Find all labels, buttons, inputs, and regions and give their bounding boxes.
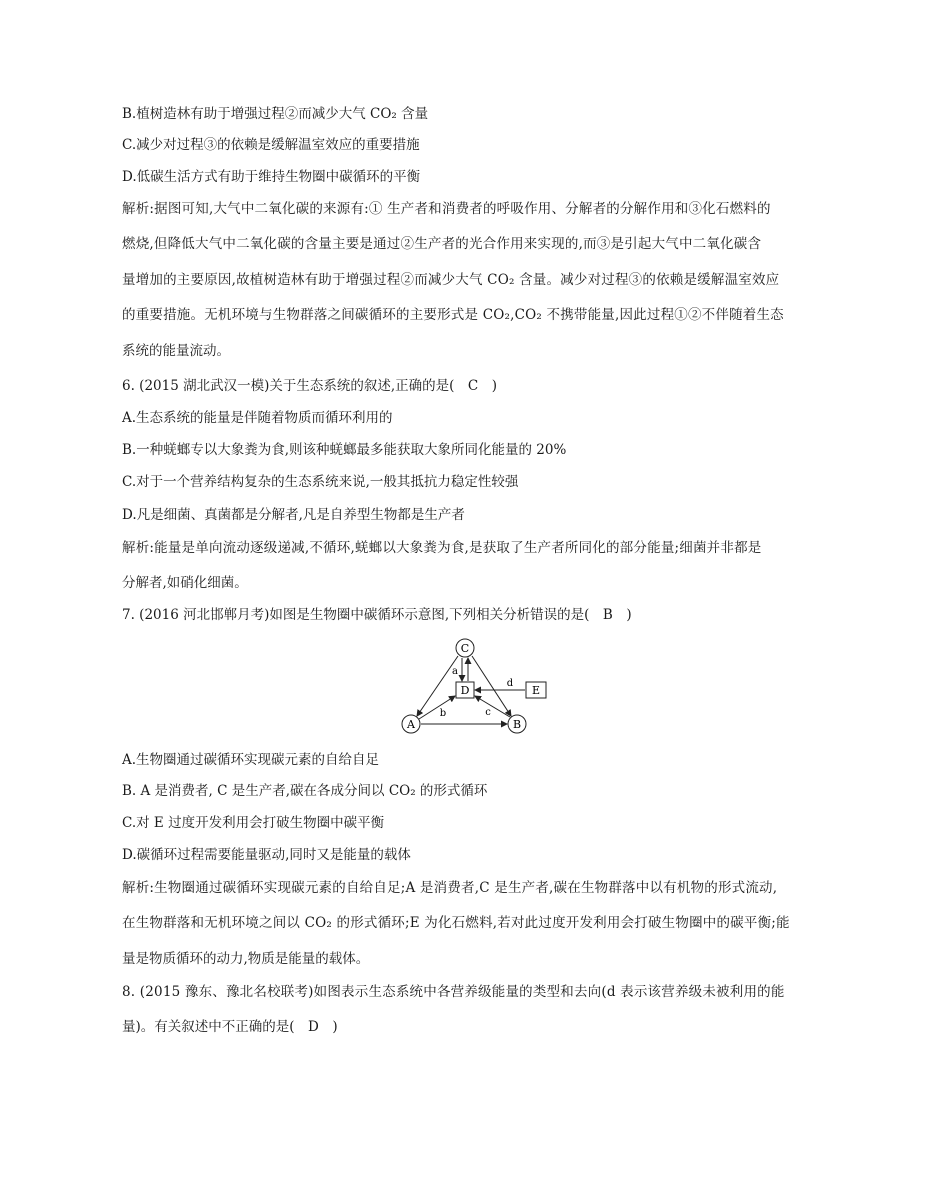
svg-text:B: B [512, 718, 522, 731]
q7-option-b: B. A 是消费者, C 是生产者,碳在各成分间以 CO₂ 的形式循环 [122, 783, 488, 799]
node-e [526, 682, 546, 698]
q5-option-c: C.减少对过程③的依赖是缓解温室效应的重要措施 [122, 137, 420, 153]
node-a [402, 715, 420, 733]
q5-option-b: B.植树造林有助于增强过程②而减少大气 CO₂ 含量 [122, 106, 429, 122]
q6-option-b: B.一种蜣螂专以大象粪为食,则该种蜣螂最多能获取大象所同化能量的 20% [122, 442, 567, 458]
q5-analysis-line: 解析:据图可知,大气中二氧化碳的来源有:① 生产者和消费者的呼吸作用、分解者的分解作用和③化石燃料的 [122, 201, 771, 217]
q5-analysis-line: 系统的能量流动。 [122, 343, 230, 359]
q6-option-d: D.凡是细菌、真菌都是分解者,凡是自养型生物都是生产者 [122, 507, 465, 523]
edge-a-to-d [419, 696, 455, 719]
svg-text:A: A [407, 718, 415, 731]
q6-analysis-line: 分解者,如硝化细菌。 [122, 575, 248, 591]
edge-label-d: d [506, 678, 514, 689]
edge-label-a: a [452, 666, 458, 677]
q5-analysis-line: 燃烧,但降低大气中二氧化碳的含量主要是通过②生产者的光合作用来实现的,而③是引起大气中二氧化碳含 [122, 236, 762, 252]
edge-c-to-b [472, 656, 511, 716]
q7-option-c: C.对 E 过度开发利用会打破生物圈中碳平衡 [122, 815, 385, 831]
node-d [456, 682, 474, 698]
edge-label-c: c [485, 707, 491, 718]
q6-stem: 6. (2015 湖北武汉一模)关于生态系统的叙述,正确的是( C ) [122, 378, 498, 394]
q6-analysis-line: 解析:能量是单向流动逐级递减,不循环,蜣螂以大象粪为食,是获取了生产者所同化的部分能量;细菌并非都是 [122, 540, 762, 556]
q5-option-d: D.低碳生活方式有助于维持生物圈中碳循环的平衡 [122, 169, 421, 185]
q7-option-a: A.生物圈通过碳循环实现碳元素的自给自足 [122, 752, 380, 768]
q5-analysis-line: 量增加的主要原因,故植树造林有助于增强过程②而减少大气 CO₂ 含量。减少对过程③的依赖是缓解温室效应 [122, 272, 780, 288]
q7-analysis-line: 在生物群落和无机环境之间以 CO₂ 的形式循环;E 为化石燃料,若对此过度开发利用会打破生物圈中的碳平衡;能 [122, 915, 790, 931]
svg-text:E: E [531, 684, 541, 697]
q7-analysis-line: 量是物质循环的动力,物质是能量的载体。 [122, 951, 370, 967]
node-c [456, 639, 474, 657]
q5-analysis-line: 的重要措施。无机环境与生物群落之间碳循环的主要形式是 CO₂,CO₂ 不携带能量,因此过程①②不伴随着生态 [122, 307, 784, 323]
q8-stem-line: 量)。有关叙述中不正确的是( D ) [122, 1019, 338, 1035]
q7-stem: 7. (2016 河北邯郸月考)如图是生物圈中碳循环示意图,下列相关分析错误的是( B ) [122, 607, 632, 623]
carbon-cycle-diagram [395, 636, 555, 736]
q6-option-a: A.生态系统的能量是伴随着物质而循环利用的 [122, 410, 393, 426]
node-b [508, 715, 526, 733]
q6-option-c: C.对于一个营养结构复杂的生态系统来说,一般其抵抗力稳定性较强 [122, 474, 519, 490]
edge-label-b: b [439, 708, 447, 719]
q7-option-d: D.碳循环过程需要能量驱动,同时又是能量的载体 [122, 847, 411, 863]
svg-text:D: D [460, 684, 470, 697]
svg-text:C: C [460, 642, 470, 655]
q8-stem-line: 8. (2015 豫东、豫北名校联考)如图表示生态系统中各营养级能量的类型和去向(d 表示该营养级未被利用的能 [122, 984, 785, 1000]
q7-analysis-line: 解析:生物圈通过碳循环实现碳元素的自给自足;A 是消费者,C 是生产者,碳在生物群落中以有机物的形式流动, [122, 880, 778, 896]
